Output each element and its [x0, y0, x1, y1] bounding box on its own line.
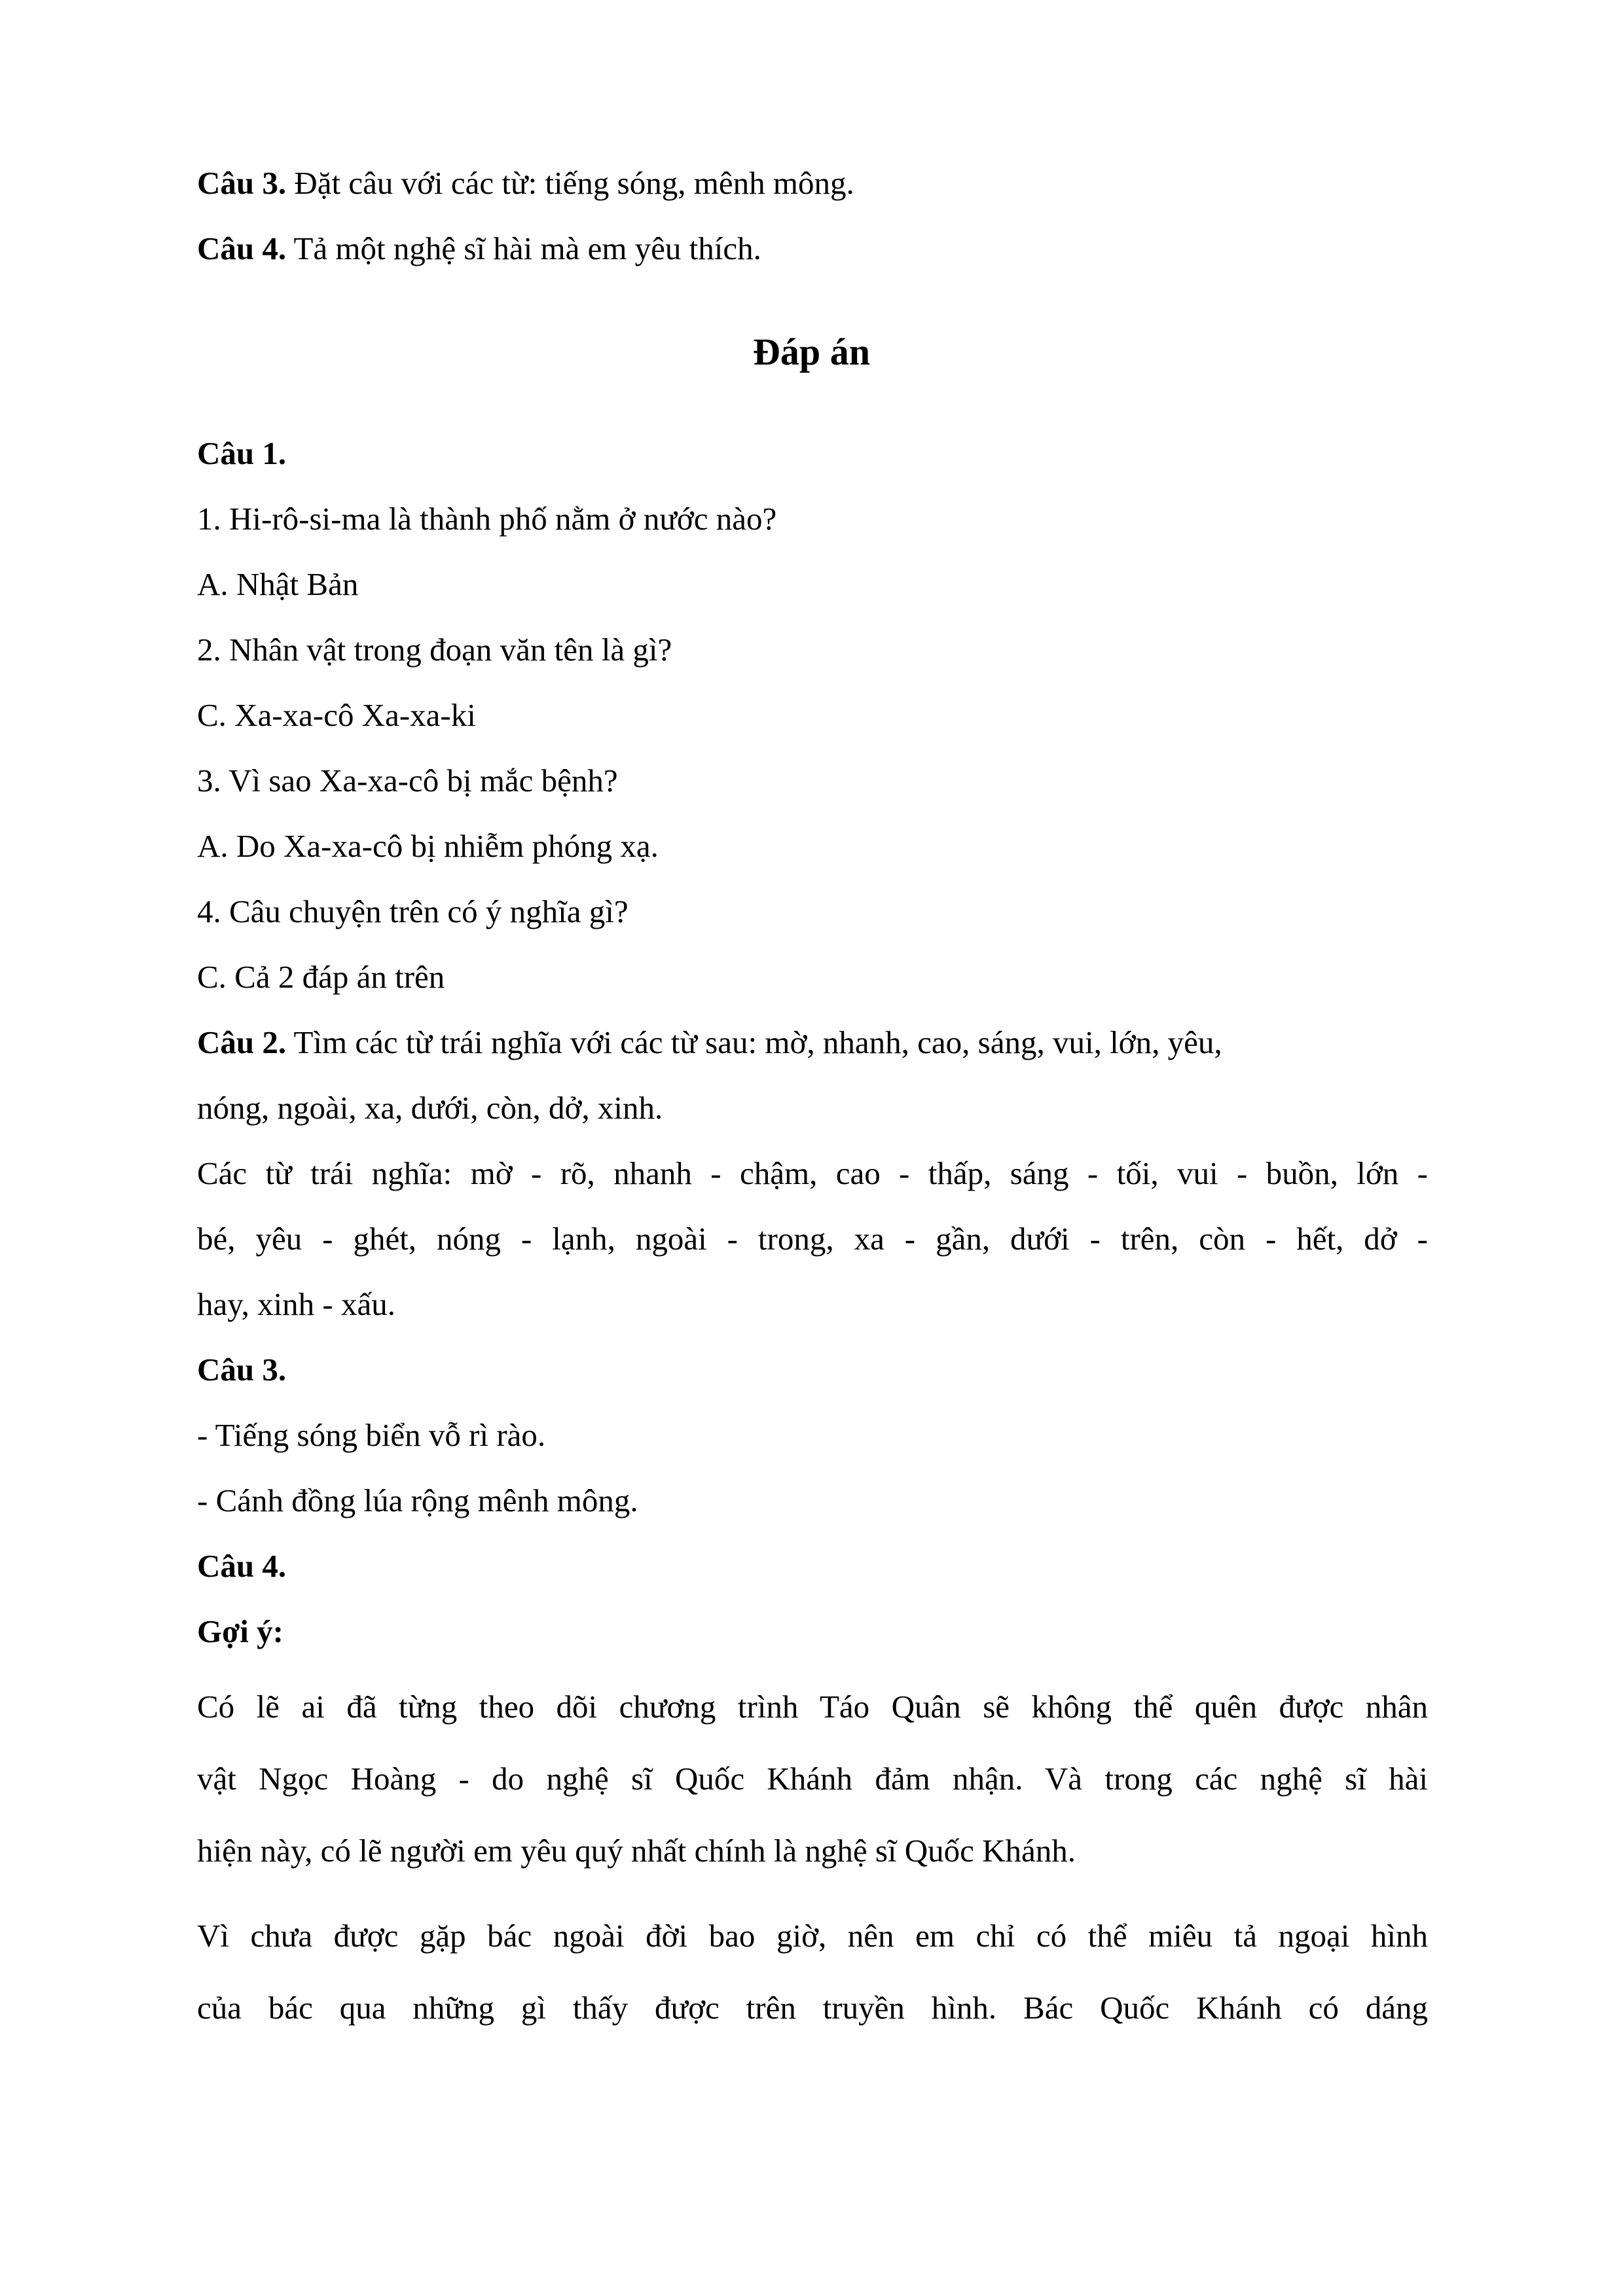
answer-4-paragraph-1-line: hiện này, có lẽ người em yêu quý nhất chính là nghệ sĩ Quốc Khánh.: [197, 1833, 1076, 1869]
answer-3-sentence: - Tiếng sóng biển vỗ rì rào.: [197, 1417, 546, 1453]
answer-2-label: Câu 2.: [197, 1024, 287, 1060]
answer-1-item: C. Xa-xa-cô Xa-xa-ki: [197, 697, 476, 733]
answer-1-item: C. Cả 2 đáp án trên: [197, 959, 445, 995]
question-4-text: Tả một nghệ sĩ hài mà em yêu thích.: [286, 230, 761, 266]
answer-4-paragraph-2-line: Vì chưa được gặp bác ngoài đời bao giờ, nên em chỉ có thể miêu tả ngoại hình: [197, 1918, 1428, 1954]
answer-3-label: Câu 3.: [197, 1352, 287, 1388]
question-4: [197, 230, 761, 267]
answer-4-paragraph-1-line: Có lẽ ai đã từng theo dõi chương trình Táo Quân sẽ không thể quên được nhân: [197, 1689, 1428, 1725]
answer-1-item: A. Nhật Bản: [197, 566, 359, 602]
answer-1-item: 3. Vì sao Xa-xa-cô bị mắc bệnh?: [197, 762, 618, 798]
answer-4-paragraph-1-line: vật Ngọc Hoàng - do nghệ sĩ Quốc Khánh đảm nhận. Và trong các nghệ sĩ hài: [197, 1761, 1428, 1797]
question-4-label: Câu 4.: [197, 230, 287, 266]
answer-2-answer-line: hay, xinh - xấu.: [197, 1286, 395, 1322]
question-3-text: Đặt câu với các từ: tiếng sóng, mênh mông.: [286, 165, 854, 201]
answer-1-item: A. Do Xa-xa-cô bị nhiễm phóng xạ.: [197, 828, 659, 864]
answer-1-item: 2. Nhân vật trong đoạn văn tên là gì?: [197, 632, 672, 668]
question-3-label: Câu 3.: [197, 165, 287, 201]
answer-4-label: Câu 4.: [197, 1548, 287, 1584]
answer-2-answer-line: Các từ trái nghĩa: mờ - rõ, nhanh - chậm, cao - thấp, sáng - tối, vui - buồn, lớn -: [197, 1155, 1428, 1191]
answer-3-sentence: - Cánh đồng lúa rộng mênh mông.: [197, 1482, 638, 1518]
answer-4-paragraph-2-line: của bác qua những gì thấy được trên truyền hình. Bác Quốc Khánh có dáng: [197, 1990, 1428, 2026]
question-3: [197, 165, 854, 202]
answer-2-question: [197, 1024, 1222, 1061]
answer-1-item: 1. Hi-rô-si-ma là thành phố nằm ở nước nào?: [197, 501, 777, 537]
answer-1-label: Câu 1.: [197, 435, 287, 471]
answer-2-answer-line: bé, yêu - ghét, nóng - lạnh, ngoài - trong, xa - gần, dưới - trên, còn - hết, dở -: [197, 1221, 1428, 1257]
answer-1-item: 4. Câu chuyện trên có ý nghĩa gì?: [197, 893, 629, 929]
answers-heading: Đáp án: [753, 331, 870, 373]
answer-2-question-cont: nóng, ngoài, xa, dưới, còn, dở, xinh.: [197, 1090, 663, 1126]
answer-2-question-text: Tìm các từ trái nghĩa với các từ sau: mờ, nhanh, cao, sáng, vui, lớn, yêu,: [286, 1024, 1222, 1060]
answer-4-hint-label: Gợi ý:: [197, 1613, 283, 1649]
